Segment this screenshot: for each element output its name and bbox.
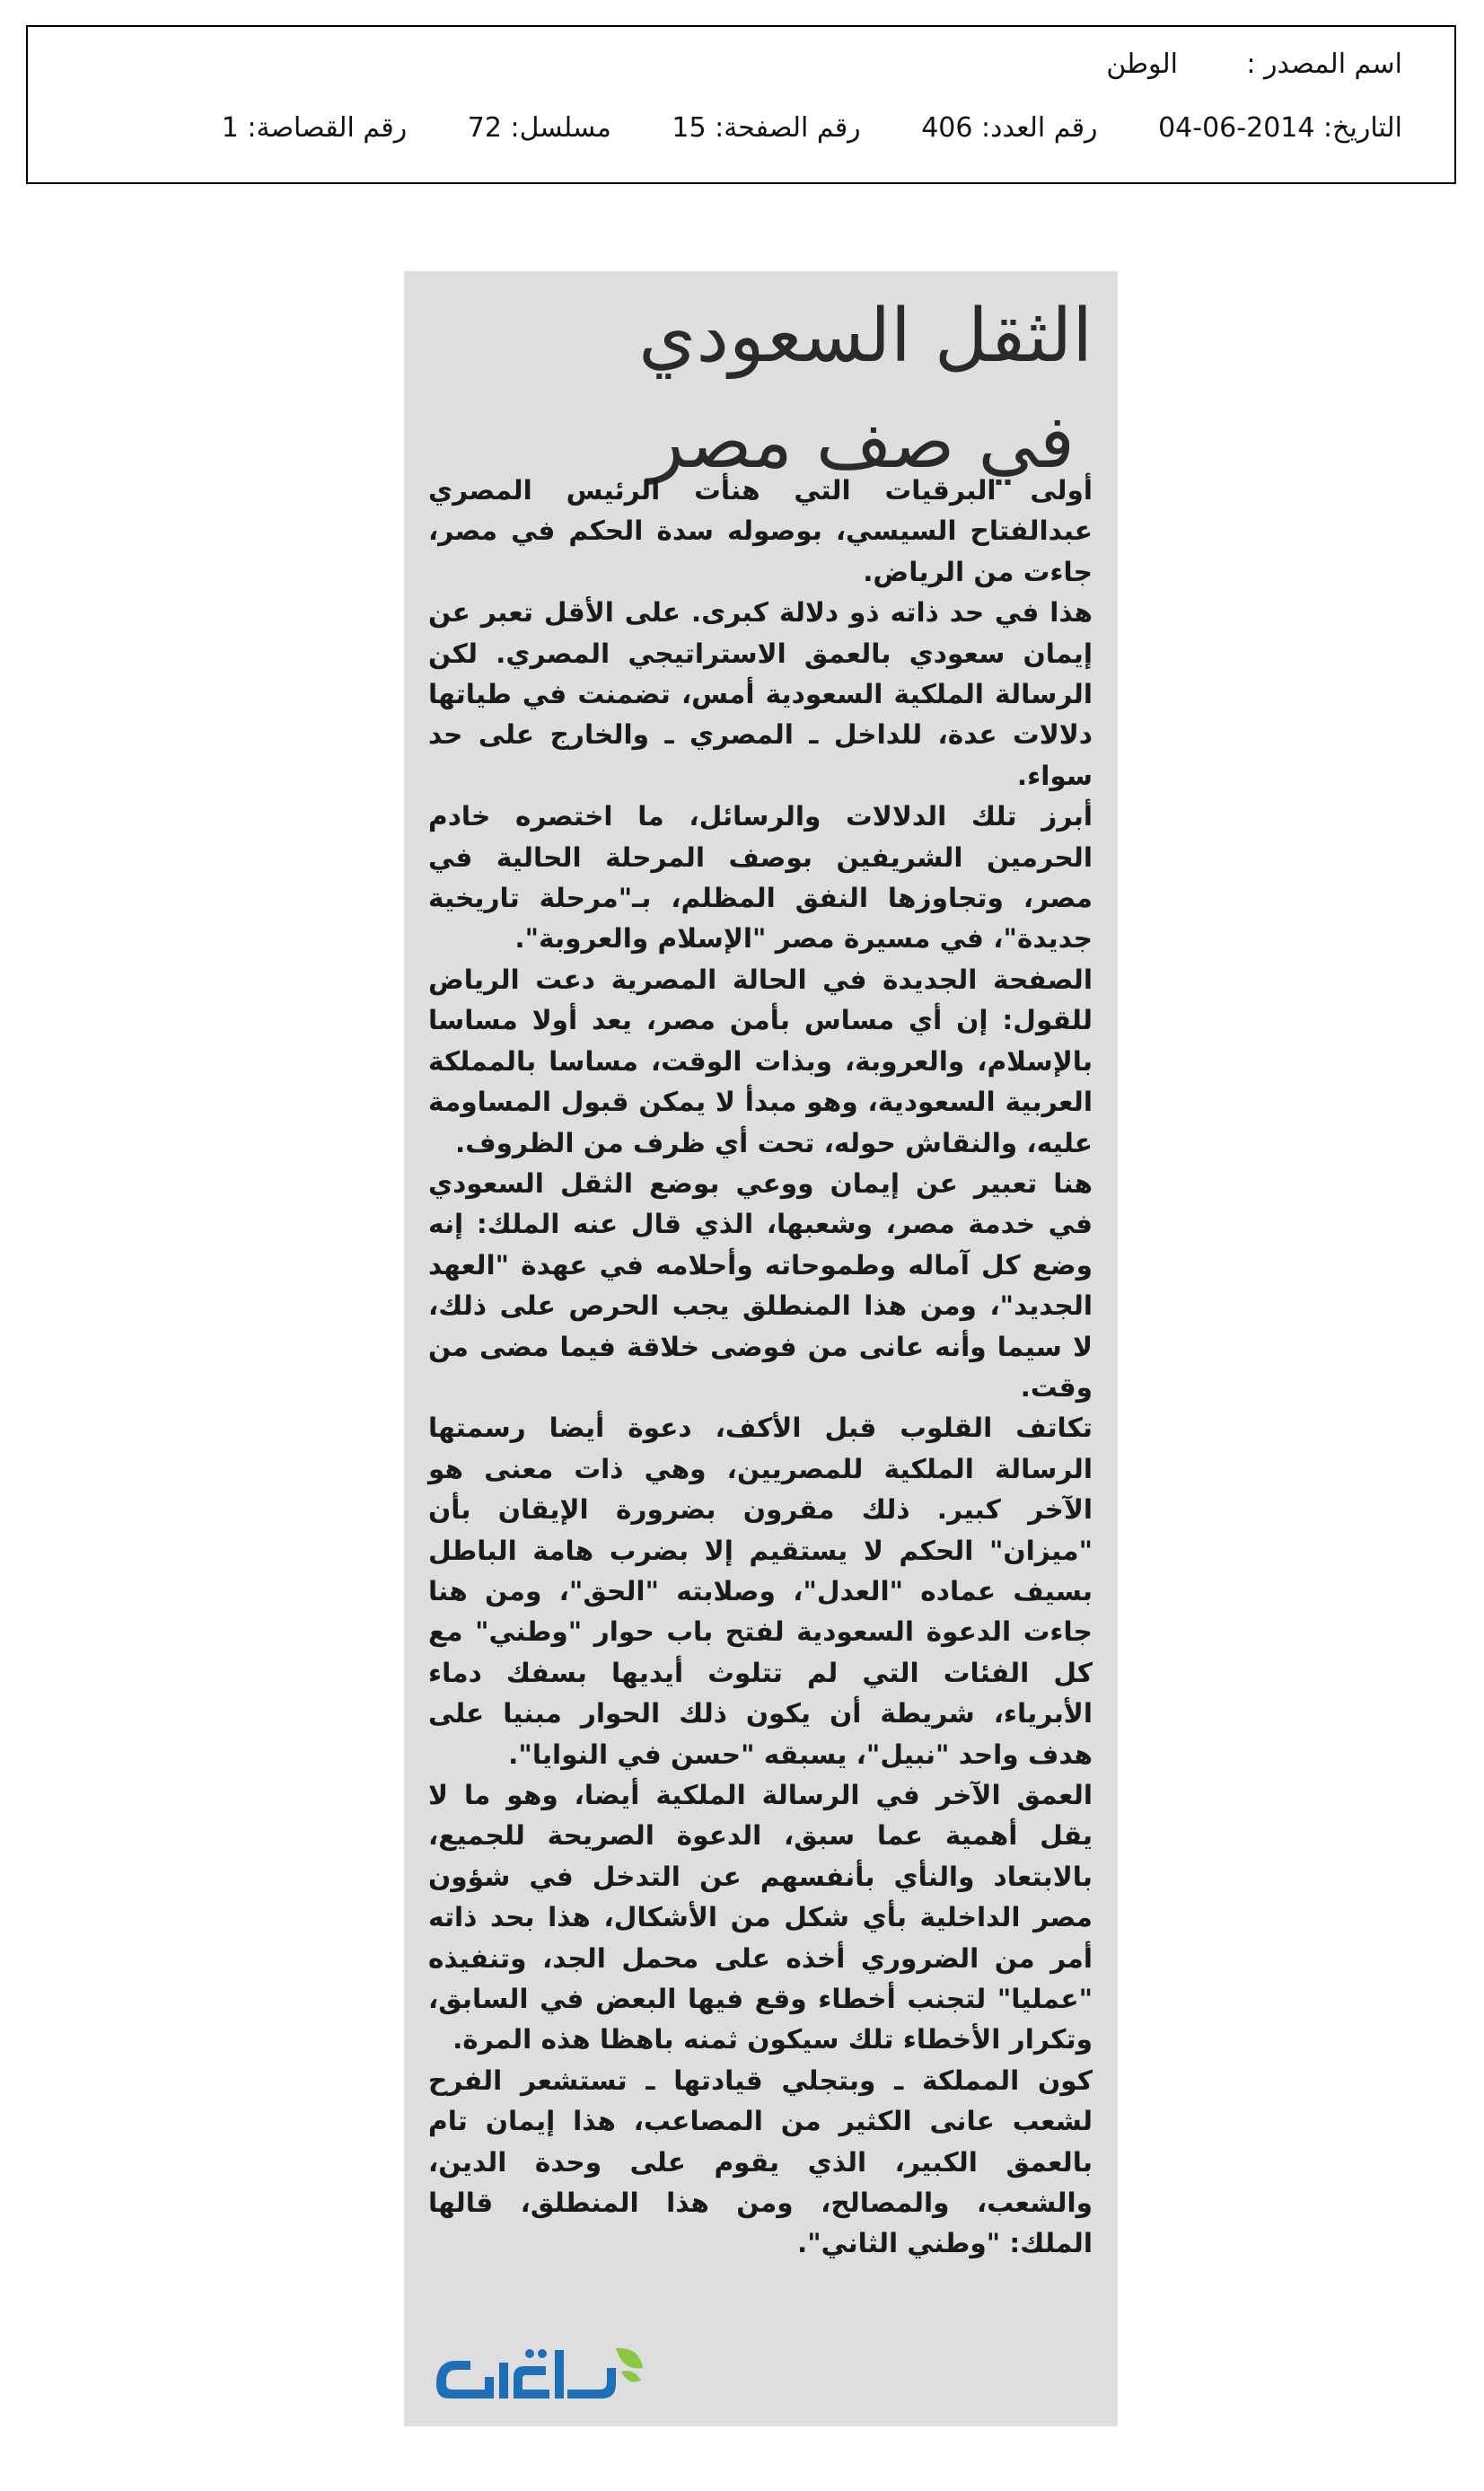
page-label: رقم الصفحة:: [715, 112, 861, 144]
article-paragraph: العمق الآخر في الرسالة الملكية أيضا، وهو ما لا يقل أهمية عما سبق، الدعوة الصريحة للجميع، بالابتعاد والنأي بأنفسهم عن التدخل في شؤون مصر الداخلية بأي شكل من الأشكال، هذا بحد ذاته أمر من الضروري أخذه على محمل الجد، وتنفيذه "عمليا" لتجنب أخطاء وقع فيها البعض في السابق، وتكرار الأخطاء تلك سيكون ثمنه باهظا هذه المرة.: [428, 1780, 1093, 2055]
serial-label: مسلسل:: [510, 112, 611, 144]
date-field: [1158, 112, 1402, 144]
issue-value: 406: [921, 112, 973, 144]
article-paragraph: الصفحة الجديدة في الحالة المصرية دعت الرياض للقول: إن أي مساس بأمن مصر، يعد أولا مساسا بالإسلام، والعروبة، وبذات الوقت، مساسا بالمملكة العربية السعودية، وهو مبدأ لا يمكن قبول المساومة عليه، والنقاش حوله، تحت أي ظرف من الظروف.: [428, 964, 1093, 1158]
article-body: [428, 471, 1093, 2265]
serial-value: 72: [467, 112, 502, 144]
source-value: الوطن: [1106, 48, 1178, 80]
article-paragraph: أبرز تلك الدلالات والرسائل، ما اختصره خادم الحرمين الشريفين بوصف المرحلة الحالية في مصر، وتجاوزها النفق المظلم، بـ"مرحلة تاريخية جديدة"، في مسيرة مصر "الإسلام والعروبة".: [428, 801, 1093, 955]
page-field: [672, 112, 860, 144]
page-value: 15: [672, 112, 707, 144]
alwatan-logo-icon: [431, 2341, 655, 2404]
clipping-info-box: [26, 25, 1456, 184]
clip-number-label: رقم القصاصة:: [247, 112, 408, 144]
article-paragraph: تكاتف القلوب قبل الأكف، دعوة أيضا رسمتها الرسالة الملكية للمصريين، وهي ذات معنى هو الآخر كبير. ذلك مقرون بضرورة الإيقان بأن "ميزان" الحكم لا يستقيم إلا بضرب هامة الباطل بسيف عماده "العدل"، وصلابته "الحق"، ومن هنا جاءت الدعوة السعودية لفتح باب حوار "وطني" مع كل الفئات التي لم تتلوث أيديها بسفك دماء الأبرياء، شريطة أن يكون ذلك الحوار مبنيا على هدف واحد "نبيل"، يسبقه "حسن في النوايا".: [428, 1413, 1093, 1770]
article-paragraph: هنا تعبير عن إيمان ووعي بوضع الثقل السعودي في خدمة مصر، وشعبها، الذي قال عنه الملك: إنه وضع كل آماله وطموحاته وأحلامه في عهدة "العهد الجديد"، ومن هذا المنطلق يجب الحرص على ذلك، لا سيما وأنه عانى من فوضى خلاقة فيما مضى من وقت.: [428, 1167, 1093, 1403]
clip-number-field: [222, 112, 407, 144]
headline-line-1: الثقل السعودي: [638, 294, 1093, 379]
article-clipping: [404, 271, 1118, 2426]
article-paragraph: أولى البرقيات التي هنأت الرئيس المصري عبدالفتاح السيسي، بوصوله سدة الحكم في مصر، جاءت من الرياض.: [428, 475, 1093, 587]
date-label: التاريخ:: [1323, 112, 1402, 144]
clip-number-value: 1: [221, 112, 239, 144]
source-row: [1106, 48, 1402, 80]
source-label: اسم المصدر :: [1246, 48, 1402, 80]
article-paragraph: هذا في حد ذاته ذو دلالة كبرى. على الأقل تعبر عن إيمان سعودي بالعمق الاستراتيجي المصري. لكن الرسالة الملكية السعودية أمس، تضمنت في طياتها دلالات عدة، للداخل ـ المصري ـ والخارج على حد سواء.: [428, 597, 1093, 791]
issue-field: [921, 112, 1097, 144]
issue-label: رقم العدد:: [981, 112, 1098, 144]
serial-field: [468, 112, 611, 144]
headline-line-2: في صف مصر: [648, 400, 1075, 485]
date-value: 2014-06-04: [1158, 112, 1315, 144]
article-headline: [428, 284, 1093, 496]
article-paragraph: كون المملكة ـ وبتجلي قيادتها ـ تستشعر الفرح لشعب عانى الكثير من المصاعب، هذا إيمان تام بالعمق الكبير، الذي يقوم على وحدة الدين، والشعب، والمصالح، ومن هذا المنطلق، قالها الملك: "وطني الثاني".: [428, 2064, 1093, 2259]
metadata-row: [222, 112, 1402, 144]
